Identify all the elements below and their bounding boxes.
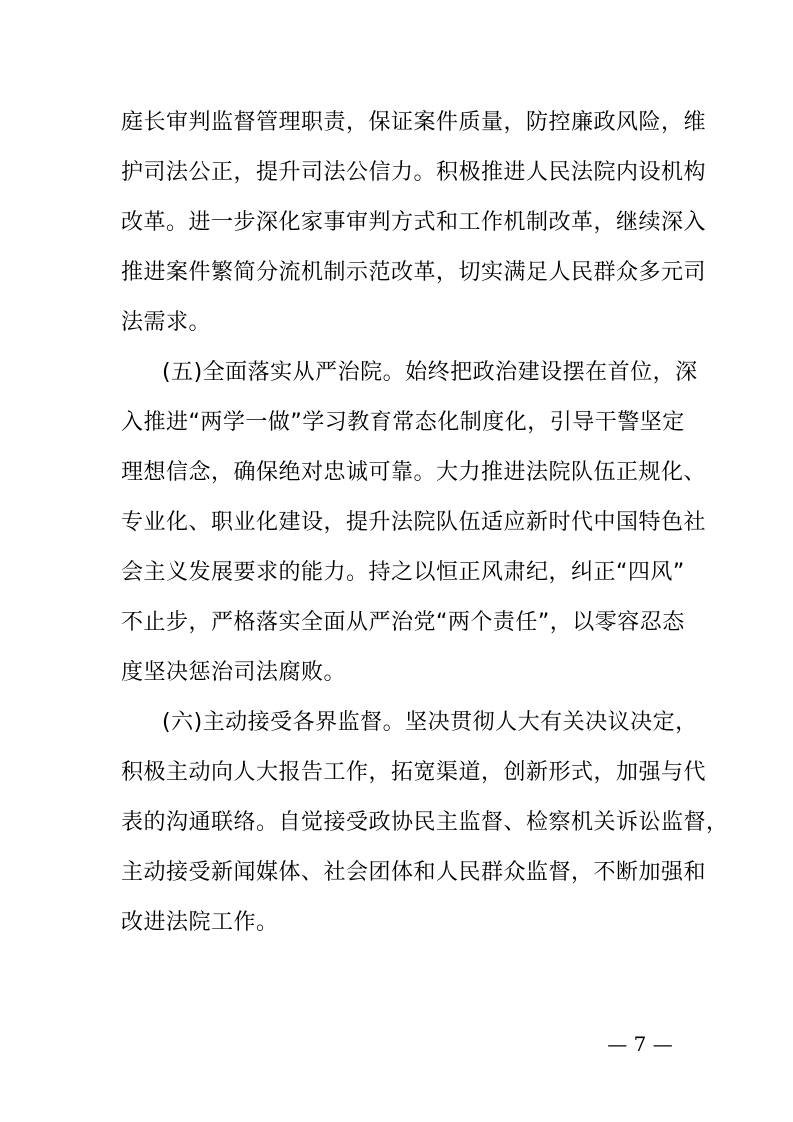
text-line: 度坚决惩治司法腐败。	[121, 660, 347, 685]
text-line: 积极主动向人大报告工作，拓宽渠道，创新形式，加强与代	[121, 760, 707, 785]
text-line: 不止步，严格落实全面从严治党“两个责任”，以零容忍态	[121, 610, 685, 635]
text-line: 专业化、职业化建设，提升法院队伍适应新时代中国特色社	[121, 510, 707, 535]
text-line: 入推进“两学一做”学习教育常态化制度化，引导干警坚定	[121, 410, 685, 435]
section-five-heading-line: (五)全面落实从严治院。始终把政治建设摆在首位，深	[162, 360, 698, 385]
text-line: 主动接受新闻媒体、社会团体和人民群众监督，不断加强和	[121, 860, 707, 885]
section-six-heading-line: (六)主动接受各界监督。坚决贯彻人大有关决议决定，	[162, 710, 698, 735]
page-number: — 7 —	[607, 1032, 673, 1056]
text-line: 会主义发展要求的能力。持之以恒正风肃纪，纠正“四风”	[121, 560, 685, 585]
text-line: 改进法院工作。	[121, 910, 279, 935]
text-line: 表的沟通联络。自觉接受政协民主监督、检察机关诉讼监督，	[121, 810, 729, 835]
body-text	[121, 98, 729, 948]
text-line: 庭长审判监督管理职责，保证案件质量，防控廉政风险，维	[121, 110, 707, 135]
text-line: 推进案件繁简分流机制示范改革，切实满足人民群众多元司	[121, 260, 707, 285]
text-line: 理想信念，确保绝对忠诚可靠。大力推进法院队伍正规化、	[121, 460, 707, 485]
text-line: 护司法公正，提升司法公信力。积极推进人民法院内设机构	[121, 160, 707, 185]
text-line: 法需求。	[121, 310, 212, 335]
text-line: 改革。进一步深化家事审判方式和工作机制改革，继续深入	[121, 210, 707, 235]
